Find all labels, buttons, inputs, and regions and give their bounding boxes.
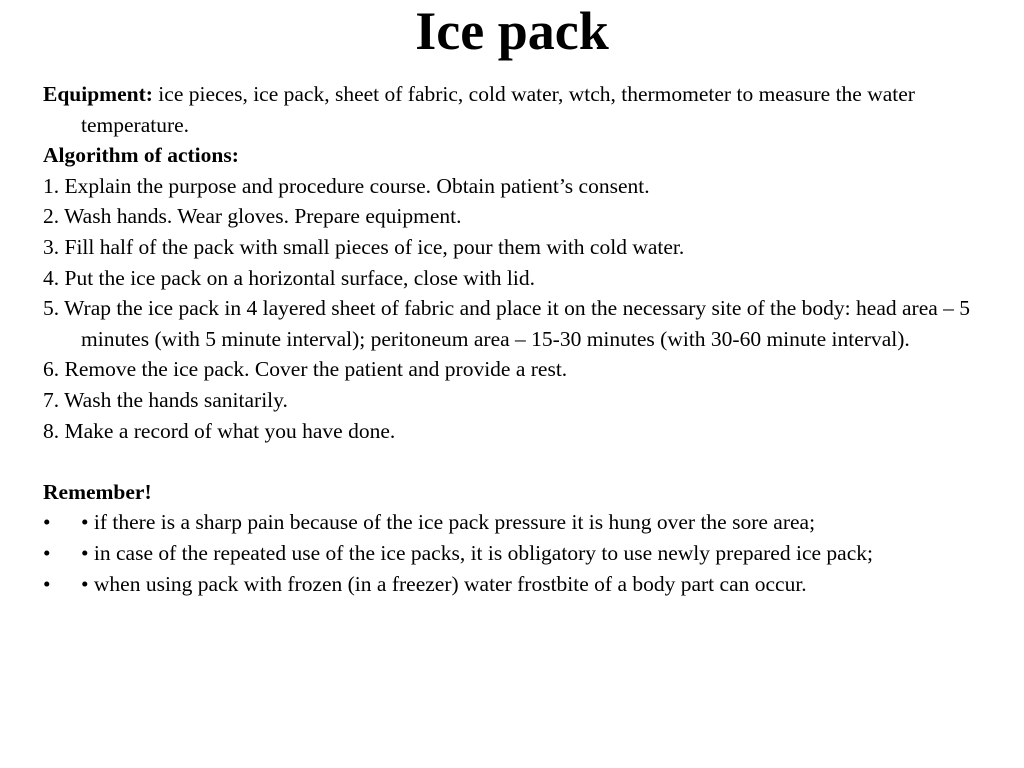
slide-body [43,79,1003,599]
step-4: 4. Put the ice pack on a horizontal surface, close with lid. [43,265,535,290]
remember-item-text: • when using pack with frozen (in a freezer) water frostbite of a body part can occur. [81,571,807,596]
bullet-icon: • [43,540,51,565]
step-6: 6. Remove the ice pack. Cover the patient and provide a rest. [43,357,568,382]
bullet-icon: • [43,510,51,535]
equipment-paragraph [43,79,1003,140]
step-3: 3. Fill half of the pack with small pieces of ice, pour them with cold water. [43,234,685,259]
remember-item-2 [43,538,1003,569]
remember-item-text: • if there is a sharp pain because of the ice pack pressure it is hung over the sore area; [81,510,816,535]
algorithm-heading: Algorithm of actions: [43,143,239,168]
remember-item-text: • in case of the repeated use of the ice packs, it is obligatory to use newly prepared ice pack; [81,540,873,565]
remember-item-1 [43,507,1003,538]
step-2: 2. Wash hands. Wear gloves. Prepare equipment. [43,204,462,229]
remember-heading: Remember! [43,479,152,504]
equipment-text: ice pieces, ice pack, sheet of fabric, cold water, wtch, thermometer to measure the water temperature. [81,82,915,137]
bullet-icon: • [43,571,51,596]
step-7: 7. Wash the hands sanitarily. [43,387,288,412]
step-5: 5. Wrap the ice pack in 4 layered sheet of fabric and place it on the necessary site of the body: head area – 5 minutes (with 5 minute interval); peritoneum area – 15-30 minutes (with 30-60 minute interval). [43,296,971,351]
equipment-label: Equipment: [43,82,153,106]
slide-title: Ice pack [415,1,609,61]
step-1: 1. Explain the purpose and procedure course. Obtain patient’s consent. [43,173,650,198]
spacer [43,446,1003,477]
remember-item-3 [43,569,1003,600]
step-8: 8. Make a record of what you have done. [43,418,396,443]
